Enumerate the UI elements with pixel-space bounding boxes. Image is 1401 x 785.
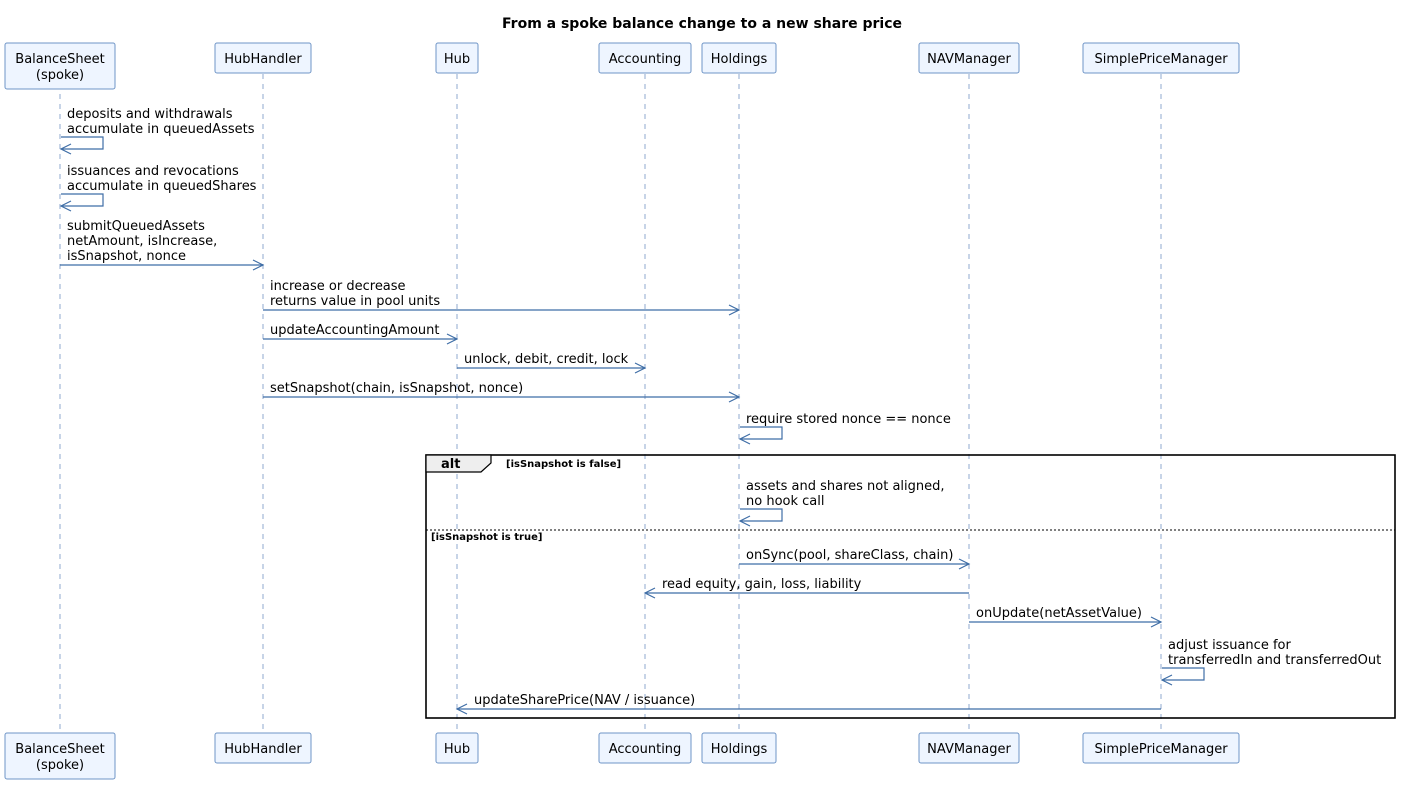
participant-label: SimplePriceManager	[1094, 742, 1228, 757]
participant-label: NAVManager	[927, 742, 1011, 757]
participant-nav-top	[919, 43, 1019, 73]
message	[645, 577, 969, 598]
participant-hh-top	[215, 43, 311, 73]
message	[263, 279, 739, 315]
message-label: returns value in pool units	[270, 294, 441, 309]
message-label: netAmount, isIncrease,	[67, 234, 218, 249]
messages	[60, 107, 1381, 714]
participant-label: Hub	[443, 742, 471, 757]
participant-bs-bottom	[5, 733, 115, 779]
self-arrow-line	[1162, 668, 1204, 680]
message-label: onSync(pool, shareClass, chain)	[746, 548, 954, 563]
participant-spm-top	[1083, 43, 1239, 73]
participant-spm-bottom	[1083, 733, 1239, 763]
message-label: read equity, gain, loss, liability	[662, 577, 862, 592]
self-arrow-line	[61, 137, 103, 149]
message-label: setSnapshot(chain, isSnapshot, nonce)	[270, 381, 524, 396]
participants-bottom	[5, 733, 1239, 779]
message-label: updateAccountingAmount	[270, 323, 440, 338]
participant-hold-bottom	[702, 733, 776, 763]
message	[969, 606, 1161, 627]
participant-label: Holdings	[710, 742, 768, 757]
message-label: require stored nonce == nonce	[746, 412, 951, 427]
message-label: isSnapshot, nonce	[67, 249, 186, 264]
message	[740, 412, 951, 444]
message	[263, 381, 739, 402]
message	[457, 352, 645, 373]
message	[739, 548, 969, 569]
alt-condition-false: [isSnapshot is false]	[506, 459, 622, 470]
participant-acc-top	[599, 43, 691, 73]
message	[1162, 638, 1381, 685]
message-label: issuances and revocations	[67, 164, 239, 179]
participant-label: HubHandler	[224, 52, 302, 67]
participant-label: Holdings	[710, 52, 768, 67]
participant-label: BalanceSheet	[15, 52, 105, 67]
message-label: assets and shares not aligned,	[746, 479, 945, 494]
participant-acc-bottom	[599, 733, 691, 763]
participant-label: Hub	[443, 52, 471, 67]
participant-bs-top	[5, 43, 115, 89]
participant-label: (spoke)	[35, 68, 85, 83]
message	[61, 164, 257, 211]
message	[60, 219, 263, 270]
alt-condition-true: [isSnapshot is true]	[431, 532, 543, 543]
participant-hub-top	[436, 43, 478, 73]
participant-label: NAVManager	[927, 52, 1011, 67]
message-label: no hook call	[746, 494, 825, 509]
participant-hold-top	[702, 43, 776, 73]
self-arrow-line	[740, 509, 782, 521]
message-label: accumulate in queuedAssets	[67, 122, 255, 137]
message-label: adjust issuance for	[1168, 638, 1291, 653]
message-label: accumulate in queuedShares	[67, 179, 257, 194]
participant-label: Accounting	[608, 52, 682, 67]
message-label: unlock, debit, credit, lock	[464, 352, 629, 367]
participant-hh-bottom	[215, 733, 311, 763]
message-label: updateSharePrice(NAV / issuance)	[474, 693, 696, 708]
participant-nav-bottom	[919, 733, 1019, 763]
participant-hub-bottom	[436, 733, 478, 763]
message	[740, 479, 945, 526]
message-label: increase or decrease	[270, 279, 406, 294]
participant-label: (spoke)	[35, 758, 85, 773]
alt-fragment-label: alt	[441, 457, 461, 472]
message	[457, 693, 1161, 714]
participant-label: SimplePriceManager	[1094, 52, 1228, 67]
self-arrow-line	[61, 194, 103, 206]
participant-label: Accounting	[608, 742, 682, 757]
message-label: transferredIn and transferredOut	[1168, 653, 1382, 668]
message-label: onUpdate(netAssetValue)	[976, 606, 1142, 621]
alt-fragment	[426, 455, 1395, 718]
message	[61, 107, 255, 154]
message	[263, 323, 457, 344]
message-label: submitQueuedAssets	[67, 219, 205, 234]
alt-fragment-frame	[426, 455, 1395, 718]
message-label: deposits and withdrawals	[67, 107, 233, 122]
participants-top	[5, 43, 1239, 89]
participant-label: HubHandler	[224, 742, 302, 757]
participant-label: BalanceSheet	[15, 742, 105, 757]
self-arrow-line	[740, 427, 782, 439]
diagram-title: From a spoke balance change to a new share price	[502, 16, 902, 32]
